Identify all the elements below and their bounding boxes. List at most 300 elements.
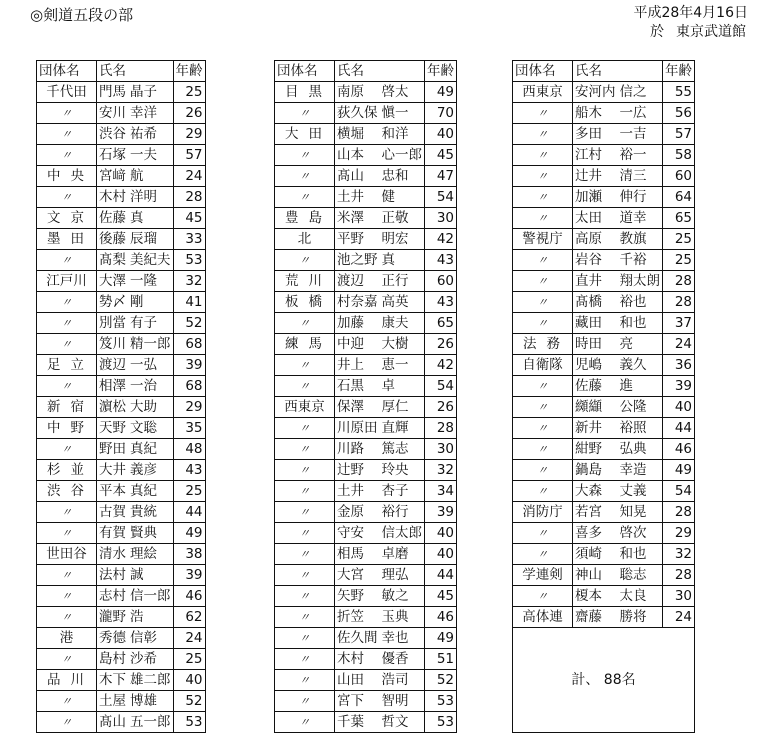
table-row — [275, 565, 457, 586]
surname-cell: 齋藤 — [573, 607, 618, 628]
surname-cell: 宮下 — [335, 691, 380, 712]
table-row — [275, 649, 457, 670]
table-row — [275, 355, 457, 376]
given-name-cell: 篤志 — [380, 439, 425, 460]
table-row — [275, 439, 457, 460]
given-name-cell: 一吉 — [618, 124, 663, 145]
given-name-cell: 正敬 — [380, 208, 425, 229]
given-name-cell: 文聡 — [128, 418, 173, 439]
given-name-cell: 一隆 — [128, 271, 173, 292]
given-name-cell: 康夫 — [380, 313, 425, 334]
given-name-cell: 信之 — [618, 82, 663, 103]
team-cell: 〃 — [37, 124, 97, 145]
age-cell: 53 — [425, 691, 457, 712]
surname-cell: 村奈嘉 — [335, 292, 380, 313]
given-name-cell: 浩司 — [380, 670, 425, 691]
roster-table-3 — [512, 60, 695, 733]
age-cell: 40 — [173, 670, 205, 691]
surname-cell: 安河内 — [573, 82, 618, 103]
age-cell: 39 — [425, 502, 457, 523]
team-cell: 〃 — [37, 145, 97, 166]
given-name-cell: 啓次 — [618, 523, 663, 544]
given-name-cell: 一治 — [128, 376, 173, 397]
table-row — [513, 376, 695, 397]
table-row — [275, 502, 457, 523]
team-header: 団体名 — [37, 61, 97, 82]
age-cell: 51 — [425, 649, 457, 670]
surname-cell: 清水 — [97, 544, 129, 565]
given-name-cell: 敏之 — [380, 586, 425, 607]
surname-cell: 土井 — [335, 187, 380, 208]
team-cell: 〃 — [513, 397, 573, 418]
given-name-cell: 洋明 — [128, 187, 173, 208]
team-cell: 〃 — [275, 313, 335, 334]
table-row — [37, 208, 206, 229]
team-cell: 品川 — [37, 670, 97, 691]
surname-cell: 南原 — [335, 82, 380, 103]
age-cell: 52 — [425, 670, 457, 691]
age-cell: 40 — [425, 523, 457, 544]
table-row — [275, 481, 457, 502]
age-cell: 49 — [663, 460, 695, 481]
age-cell: 35 — [173, 418, 205, 439]
given-name-cell: 啓太 — [380, 82, 425, 103]
given-name-cell: 理絵 — [128, 544, 173, 565]
page-title: ◎剣道五段の部 — [30, 6, 134, 24]
team-cell: 〃 — [513, 544, 573, 565]
age-cell: 32 — [173, 271, 205, 292]
team-cell: 〃 — [513, 208, 573, 229]
given-name-cell: 翔太朗 — [618, 271, 663, 292]
given-name-cell: 一夫 — [128, 145, 173, 166]
table-row — [275, 313, 457, 334]
table-row — [37, 523, 206, 544]
team-cell: 消防庁 — [513, 502, 573, 523]
table-row — [275, 103, 457, 124]
given-name-cell: 真 — [380, 250, 425, 271]
surname-cell: 横堀 — [335, 124, 380, 145]
age-cell: 48 — [173, 439, 205, 460]
age-cell: 24 — [663, 607, 695, 628]
table-row — [37, 250, 206, 271]
team-cell: 世田谷 — [37, 544, 97, 565]
surname-cell: 喜多 — [573, 523, 618, 544]
age-cell: 40 — [663, 397, 695, 418]
surname-cell: 瀧野 — [97, 607, 129, 628]
team-cell: 目黒 — [275, 82, 335, 103]
table-row — [513, 208, 695, 229]
table-row — [513, 460, 695, 481]
given-name-cell: 玉典 — [380, 607, 425, 628]
age-cell: 29 — [173, 397, 205, 418]
surname-cell: 加瀬 — [573, 187, 618, 208]
team-cell: 警視庁 — [513, 229, 573, 250]
table-row — [513, 418, 695, 439]
given-name-cell: 浩 — [128, 607, 173, 628]
age-cell: 28 — [663, 292, 695, 313]
age-cell: 43 — [173, 460, 205, 481]
surname-cell: 平本 — [97, 481, 129, 502]
given-name-cell: 卓磨 — [380, 544, 425, 565]
team-cell: 西東京 — [275, 397, 335, 418]
given-name-cell: 健 — [380, 187, 425, 208]
surname-cell: 古賀 — [97, 502, 129, 523]
age-cell: 55 — [663, 82, 695, 103]
team-cell: 西東京 — [513, 82, 573, 103]
surname-cell: 後藤 — [97, 229, 129, 250]
surname-cell: 佐久間 — [335, 628, 380, 649]
given-name-cell: 道幸 — [618, 208, 663, 229]
given-name-cell: 勝将 — [618, 607, 663, 628]
team-cell: 練馬 — [275, 334, 335, 355]
surname-cell: 折笠 — [335, 607, 380, 628]
table-row — [275, 208, 457, 229]
age-cell: 32 — [663, 544, 695, 565]
total-count: 計、 88名 — [513, 628, 695, 733]
given-name-cell: 誠 — [128, 565, 173, 586]
age-cell: 47 — [425, 166, 457, 187]
given-name-cell: 博雄 — [128, 691, 173, 712]
age-cell: 53 — [425, 712, 457, 733]
given-name-cell: 弘典 — [618, 439, 663, 460]
age-cell: 30 — [663, 586, 695, 607]
age-cell: 29 — [173, 124, 205, 145]
event-meta — [633, 4, 748, 42]
table-row — [37, 229, 206, 250]
table-row — [37, 103, 206, 124]
age-cell: 53 — [173, 712, 205, 733]
table-row — [513, 481, 695, 502]
team-cell: 〃 — [37, 649, 97, 670]
table-row — [275, 418, 457, 439]
team-cell: 〃 — [513, 250, 573, 271]
surname-cell: 渡辺 — [97, 355, 129, 376]
team-cell: 大田 — [275, 124, 335, 145]
team-cell: 〃 — [275, 649, 335, 670]
age-header: 年齢 — [425, 61, 457, 82]
surname-cell: 佐藤 — [97, 208, 129, 229]
surname-cell: 纐纈 — [573, 397, 618, 418]
given-name-cell: 教旗 — [618, 229, 663, 250]
surname-cell: 時田 — [573, 334, 618, 355]
age-cell: 41 — [173, 292, 205, 313]
surname-cell: 有賀 — [97, 523, 129, 544]
table-row — [513, 187, 695, 208]
surname-cell: 川原田 — [335, 418, 380, 439]
given-name-cell: 精一郎 — [128, 334, 173, 355]
age-cell: 24 — [663, 334, 695, 355]
age-cell: 46 — [173, 586, 205, 607]
age-cell: 39 — [173, 565, 205, 586]
age-cell: 54 — [663, 481, 695, 502]
table-row — [275, 691, 457, 712]
table-row — [513, 544, 695, 565]
surname-cell: 直井 — [573, 271, 618, 292]
team-cell: 自衛隊 — [513, 355, 573, 376]
age-cell: 54 — [425, 376, 457, 397]
table-row — [37, 712, 206, 733]
age-cell: 46 — [425, 607, 457, 628]
given-name-cell: 和也 — [618, 313, 663, 334]
table-row — [37, 166, 206, 187]
surname-cell: 金原 — [335, 502, 380, 523]
table-row — [513, 355, 695, 376]
given-name-cell: 智明 — [380, 691, 425, 712]
table-row — [275, 271, 457, 292]
surname-cell: 船木 — [573, 103, 618, 124]
table-row — [513, 82, 695, 103]
given-name-cell: 賢典 — [128, 523, 173, 544]
given-name-cell: 哲文 — [380, 712, 425, 733]
given-name-cell: 義久 — [618, 355, 663, 376]
surname-cell: 辻井 — [573, 166, 618, 187]
team-cell: 〃 — [513, 418, 573, 439]
age-cell: 28 — [425, 418, 457, 439]
venue-prefix: 於 — [650, 24, 664, 40]
given-name-cell: 明宏 — [380, 229, 425, 250]
team-cell: 〃 — [275, 691, 335, 712]
given-name-cell: 忠和 — [380, 166, 425, 187]
team-cell: 〃 — [37, 439, 97, 460]
age-cell: 25 — [173, 649, 205, 670]
given-name-cell: 聡志 — [618, 565, 663, 586]
table-row — [513, 124, 695, 145]
given-name-cell: 幸造 — [618, 460, 663, 481]
given-name-cell: 心一郎 — [380, 145, 425, 166]
team-cell: 〃 — [37, 586, 97, 607]
surname-cell: 江村 — [573, 145, 618, 166]
team-cell: 〃 — [513, 313, 573, 334]
surname-cell: 別當 — [97, 313, 129, 334]
surname-cell: 島村 — [97, 649, 129, 670]
team-cell: 〃 — [275, 628, 335, 649]
table-row — [513, 607, 695, 628]
team-cell: 〃 — [275, 481, 335, 502]
team-cell: 〃 — [513, 523, 573, 544]
team-cell: 〃 — [513, 103, 573, 124]
given-name-cell: 真紀 — [128, 481, 173, 502]
table-row — [37, 649, 206, 670]
table-row — [275, 628, 457, 649]
given-name-cell: 一弘 — [128, 355, 173, 376]
roster-table-1 — [36, 60, 206, 733]
surname-cell: 佐藤 — [573, 376, 618, 397]
surname-cell: 千葉 — [335, 712, 380, 733]
surname-cell: 法村 — [97, 565, 129, 586]
team-cell: 板橋 — [275, 292, 335, 313]
team-cell: 〃 — [37, 691, 97, 712]
given-name-cell: 恵一 — [380, 355, 425, 376]
age-cell: 34 — [425, 481, 457, 502]
surname-cell: 土屋 — [97, 691, 129, 712]
team-cell: 港 — [37, 628, 97, 649]
given-name-cell: 信彰 — [128, 628, 173, 649]
team-cell: 〃 — [37, 103, 97, 124]
table-row — [37, 187, 206, 208]
age-cell: 39 — [663, 376, 695, 397]
given-name-cell: 美紀夫 — [128, 250, 173, 271]
table-row — [513, 313, 695, 334]
surname-cell: 荻久保 — [335, 103, 380, 124]
team-cell: 〃 — [275, 250, 335, 271]
age-cell: 60 — [425, 271, 457, 292]
table-row — [37, 691, 206, 712]
given-name-cell: 幸也 — [380, 628, 425, 649]
table-row — [513, 502, 695, 523]
table-row — [37, 544, 206, 565]
surname-cell: 岩谷 — [573, 250, 618, 271]
header-row — [513, 61, 695, 82]
surname-cell: 多田 — [573, 124, 618, 145]
table-row — [513, 250, 695, 271]
given-name-cell: 優香 — [380, 649, 425, 670]
given-name-cell: 進 — [618, 376, 663, 397]
team-cell: 杉並 — [37, 460, 97, 481]
given-name-cell: 有子 — [128, 313, 173, 334]
surname-cell: 野田 — [97, 439, 129, 460]
age-header: 年齢 — [173, 61, 205, 82]
given-name-cell: 五一郎 — [128, 712, 173, 733]
team-cell: 〃 — [37, 502, 97, 523]
team-cell: 〃 — [275, 712, 335, 733]
team-cell: 〃 — [513, 166, 573, 187]
table-row — [37, 586, 206, 607]
team-cell: 〃 — [275, 187, 335, 208]
team-cell: 〃 — [513, 187, 573, 208]
table-row — [513, 292, 695, 313]
given-name-cell: 千裕 — [618, 250, 663, 271]
age-cell: 56 — [663, 103, 695, 124]
team-cell: 〃 — [513, 460, 573, 481]
table-row — [275, 187, 457, 208]
surname-cell: 安川 — [97, 103, 129, 124]
table-row — [275, 586, 457, 607]
surname-cell: 米澤 — [335, 208, 380, 229]
total-row — [513, 628, 695, 733]
surname-cell: 髙橋 — [573, 292, 618, 313]
table-row — [37, 82, 206, 103]
age-cell: 28 — [663, 502, 695, 523]
table-row — [275, 124, 457, 145]
given-name-cell: 貴統 — [128, 502, 173, 523]
surname-cell: 矢野 — [335, 586, 380, 607]
table-row — [37, 460, 206, 481]
given-name-cell: 伸行 — [618, 187, 663, 208]
table-row — [513, 166, 695, 187]
age-cell: 68 — [173, 334, 205, 355]
team-cell: 〃 — [275, 145, 335, 166]
team-cell: 〃 — [513, 145, 573, 166]
table-row — [275, 376, 457, 397]
age-cell: 65 — [425, 313, 457, 334]
team-cell: 〃 — [513, 481, 573, 502]
team-cell: 〃 — [275, 460, 335, 481]
table-row — [275, 397, 457, 418]
surname-cell: 山本 — [335, 145, 380, 166]
table-row — [275, 82, 457, 103]
team-cell: 〃 — [275, 166, 335, 187]
age-cell: 39 — [173, 355, 205, 376]
team-cell: 文京 — [37, 208, 97, 229]
surname-cell: 宮﨑 — [97, 166, 129, 187]
given-name-cell: 高英 — [380, 292, 425, 313]
surname-cell: 中迎 — [335, 334, 380, 355]
age-cell: 45 — [425, 145, 457, 166]
age-cell: 32 — [425, 460, 457, 481]
table-row — [37, 355, 206, 376]
team-cell: 北 — [275, 229, 335, 250]
age-cell: 49 — [425, 628, 457, 649]
team-cell: 墨田 — [37, 229, 97, 250]
surname-cell: 太田 — [573, 208, 618, 229]
table-row — [275, 166, 457, 187]
age-cell: 25 — [173, 82, 205, 103]
team-cell: 千代田 — [37, 82, 97, 103]
name-header: 氏名 — [573, 61, 663, 82]
age-cell: 28 — [173, 187, 205, 208]
age-cell: 57 — [663, 124, 695, 145]
given-name-cell: 厚仁 — [380, 397, 425, 418]
table-row — [513, 271, 695, 292]
table-row — [37, 397, 206, 418]
age-cell: 49 — [173, 523, 205, 544]
surname-cell: 渋谷 — [97, 124, 129, 145]
given-name-cell: 亮 — [618, 334, 663, 355]
surname-cell: 高原 — [573, 229, 618, 250]
surname-cell: 相馬 — [335, 544, 380, 565]
team-cell: 足立 — [37, 355, 97, 376]
surname-cell: 髙山 — [335, 166, 380, 187]
team-cell: 中央 — [37, 166, 97, 187]
table-row — [513, 397, 695, 418]
team-cell: 〃 — [275, 418, 335, 439]
age-cell: 44 — [425, 565, 457, 586]
surname-cell: 守安 — [335, 523, 380, 544]
age-cell: 64 — [663, 187, 695, 208]
surname-cell: 児嶋 — [573, 355, 618, 376]
age-cell: 26 — [425, 397, 457, 418]
team-header: 団体名 — [275, 61, 335, 82]
table-row — [513, 334, 695, 355]
age-cell: 46 — [663, 439, 695, 460]
surname-cell: 相澤 — [97, 376, 129, 397]
age-cell: 42 — [425, 229, 457, 250]
team-cell: 豊島 — [275, 208, 335, 229]
given-name-cell: 愼一 — [380, 103, 425, 124]
table-row — [37, 418, 206, 439]
team-cell: 〃 — [37, 250, 97, 271]
age-cell: 24 — [173, 166, 205, 187]
name-header: 氏名 — [335, 61, 425, 82]
surname-cell: 大井 — [97, 460, 129, 481]
given-name-cell: 卓 — [380, 376, 425, 397]
surname-cell: 笈川 — [97, 334, 129, 355]
age-header: 年齢 — [663, 61, 695, 82]
team-cell: 〃 — [37, 376, 97, 397]
table-row — [275, 460, 457, 481]
age-cell: 49 — [425, 82, 457, 103]
surname-cell: 鍋島 — [573, 460, 618, 481]
surname-cell: 髙山 — [97, 712, 129, 733]
surname-cell: 木村 — [335, 649, 380, 670]
age-cell: 44 — [173, 502, 205, 523]
team-cell: 〃 — [513, 271, 573, 292]
team-cell: 〃 — [37, 313, 97, 334]
age-cell: 30 — [425, 439, 457, 460]
surname-cell: 若宮 — [573, 502, 618, 523]
given-name-cell: 辰瑠 — [128, 229, 173, 250]
surname-cell: 土井 — [335, 481, 380, 502]
